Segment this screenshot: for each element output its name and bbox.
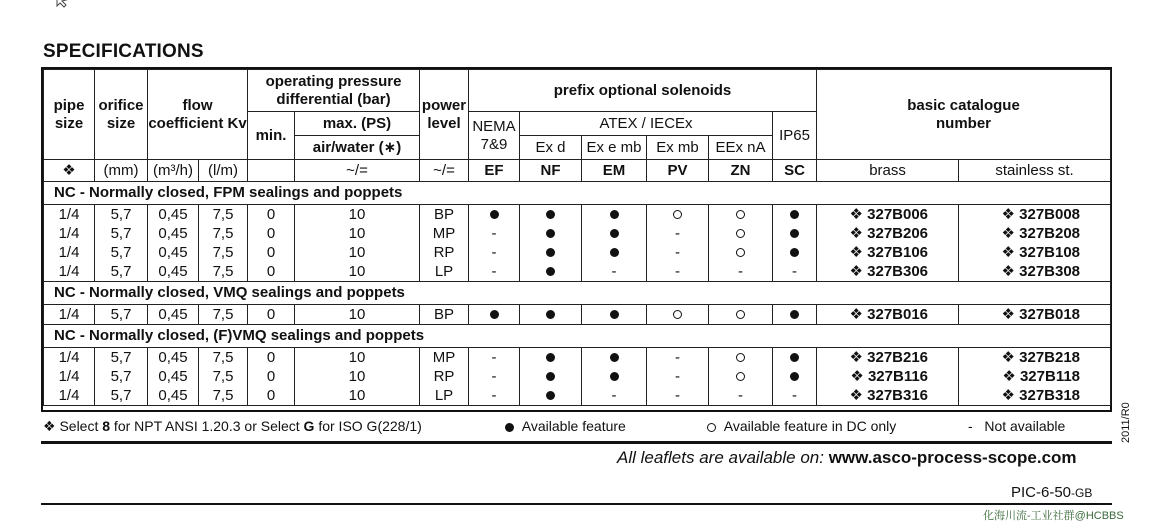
cell-power: LP (420, 262, 469, 282)
cell-min: 0 (248, 367, 295, 386)
section-title: NC - Normally closed, FPM sealings and poppets (44, 182, 1111, 205)
section-title: NC - Normally closed, (F)VMQ sealings and poppets (44, 325, 1111, 348)
watermark: 化海川流-工业社群@HCBBS (983, 510, 1124, 522)
section-header (44, 182, 1111, 205)
open-circle-icon (673, 210, 682, 219)
cell-kv_lmin: 7,5 (199, 367, 248, 386)
table-row (44, 348, 1111, 368)
filled-dot-icon (490, 310, 499, 319)
cell-zn (709, 243, 773, 262)
table-row (44, 305, 1111, 325)
header-atex-iecex: ATEX / IECEx (520, 112, 773, 136)
header-orifice-size: orifice size (95, 70, 148, 160)
cell-orifice: 5,7 (95, 386, 148, 406)
cell-pv: - (647, 243, 709, 262)
cell-max: 10 (295, 305, 420, 325)
cell-pipe: 1/4 (44, 305, 95, 325)
filled-dot-icon (790, 353, 799, 362)
cell-em: - (582, 262, 647, 282)
filled-dot-icon (610, 229, 619, 238)
open-circle-icon (707, 423, 716, 432)
cell-nf (520, 386, 582, 406)
cell-kv_m3h: 0,45 (148, 348, 199, 368)
cell-max: 10 (295, 262, 420, 282)
divider (41, 503, 1112, 505)
divider (41, 441, 1112, 444)
filled-dot-icon (546, 353, 555, 362)
cell-max: 10 (295, 224, 420, 243)
legend-available-dc: Available feature in DC only (707, 418, 896, 434)
legend-select-note: ❖ Select 8 for NPT ANSI 1.20.3 or Select G for ISO G(228/1) (43, 418, 422, 434)
cell-stainless: ❖ 327B208 (959, 224, 1111, 243)
cell-nf (520, 243, 582, 262)
cell-orifice: 5,7 (95, 205, 148, 225)
cell-em (582, 205, 647, 225)
cell-sc (773, 348, 817, 368)
unit-pipe: ❖ (44, 160, 95, 182)
header-prefix-optional-solenoids: prefix optional solenoids (469, 70, 817, 112)
cell-pv: - (647, 262, 709, 282)
cell-pv: - (647, 367, 709, 386)
cell-pv (647, 305, 709, 325)
header-min: min. (248, 112, 295, 160)
filled-dot-icon (790, 248, 799, 257)
cell-min: 0 (248, 224, 295, 243)
cell-sc: - (773, 262, 817, 282)
cell-orifice: 5,7 (95, 305, 148, 325)
prefix-nf: NF (520, 160, 582, 182)
cell-ef: - (469, 367, 520, 386)
cell-zn (709, 367, 773, 386)
revision-label: 2011/R0 (1120, 402, 1132, 443)
cell-max: 10 (295, 348, 420, 368)
cell-zn: - (709, 262, 773, 282)
open-circle-icon (736, 229, 745, 238)
header-max-ps: max. (PS) (295, 112, 420, 136)
open-circle-icon (736, 372, 745, 381)
table-row (44, 386, 1111, 406)
cell-em (582, 243, 647, 262)
cell-orifice: 5,7 (95, 367, 148, 386)
table-row (44, 262, 1111, 282)
unit-stainless: stainless st. (959, 160, 1111, 182)
cell-kv_lmin: 7,5 (199, 305, 248, 325)
cell-pv: - (647, 386, 709, 406)
cell-power: RP (420, 243, 469, 262)
filled-dot-icon (610, 210, 619, 219)
mouse-cursor-icon (56, 0, 68, 8)
cell-max: 10 (295, 243, 420, 262)
cell-ef: - (469, 262, 520, 282)
cell-stainless: ❖ 327B318 (959, 386, 1111, 406)
cell-brass: ❖ 327B106 (817, 243, 959, 262)
header-operating-pressure: operating pressure differential (bar) (248, 70, 420, 112)
unit-ac-dc: ~/= (295, 160, 420, 182)
legend-available: Available feature (505, 418, 626, 434)
legend-not-available: - Not available (968, 418, 1066, 434)
cell-zn (709, 305, 773, 325)
header-ex-e-mb: Ex e mb (582, 136, 647, 160)
cell-zn (709, 205, 773, 225)
cell-brass: ❖ 327B216 (817, 348, 959, 368)
cell-stainless: ❖ 327B008 (959, 205, 1111, 225)
cell-pv: - (647, 224, 709, 243)
prefix-em: EM (582, 160, 647, 182)
open-circle-icon (736, 248, 745, 257)
open-circle-icon (736, 353, 745, 362)
cell-sc (773, 205, 817, 225)
cell-pv (647, 205, 709, 225)
header-ex-d: Ex d (520, 136, 582, 160)
cell-min: 0 (248, 348, 295, 368)
filled-dot-icon (546, 391, 555, 400)
cell-max: 10 (295, 367, 420, 386)
cell-orifice: 5,7 (95, 243, 148, 262)
cell-stainless: ❖ 327B108 (959, 243, 1111, 262)
document-code: PIC-6-50-GB (1011, 484, 1093, 501)
filled-dot-icon (790, 210, 799, 219)
filled-dot-icon (610, 310, 619, 319)
filled-dot-icon (546, 372, 555, 381)
table-row (44, 367, 1111, 386)
cell-pipe: 1/4 (44, 367, 95, 386)
cell-em (582, 348, 647, 368)
cell-ef: - (469, 243, 520, 262)
cell-nf (520, 262, 582, 282)
cell-brass: ❖ 327B016 (817, 305, 959, 325)
cell-brass: ❖ 327B206 (817, 224, 959, 243)
cell-ef (469, 305, 520, 325)
cell-kv_lmin: 7,5 (199, 243, 248, 262)
table-row (44, 205, 1111, 225)
cell-orifice: 5,7 (95, 348, 148, 368)
cell-sc (773, 305, 817, 325)
unit-lmin: (l/m) (199, 160, 248, 182)
cell-power: MP (420, 224, 469, 243)
page-title: SPECIFICATIONS (43, 41, 204, 62)
cell-zn (709, 224, 773, 243)
open-circle-icon (736, 210, 745, 219)
header-pipe-size: pipe size (44, 70, 95, 160)
filled-dot-icon (546, 210, 555, 219)
cell-stainless: ❖ 327B308 (959, 262, 1111, 282)
cell-ef: - (469, 348, 520, 368)
cell-brass: ❖ 327B116 (817, 367, 959, 386)
cell-ef: - (469, 224, 520, 243)
filled-dot-icon (610, 248, 619, 257)
cell-nf (520, 305, 582, 325)
leaflets-note: All leaflets are available on: www.asco-process-scope.com (617, 448, 1077, 467)
cell-kv_m3h: 0,45 (148, 224, 199, 243)
filled-dot-icon (546, 248, 555, 257)
table-row (44, 243, 1111, 262)
filled-dot-icon (505, 423, 514, 432)
cell-brass: ❖ 327B006 (817, 205, 959, 225)
unit-power-ac-dc: ~/= (420, 160, 469, 182)
cell-zn: - (709, 386, 773, 406)
cell-power: BP (420, 305, 469, 325)
cell-pipe: 1/4 (44, 262, 95, 282)
prefix-zn: ZN (709, 160, 773, 182)
filled-dot-icon (790, 310, 799, 319)
cell-nf (520, 205, 582, 225)
cell-power: BP (420, 205, 469, 225)
prefix-sc: SC (773, 160, 817, 182)
cell-max: 10 (295, 386, 420, 406)
cell-kv_m3h: 0,45 (148, 386, 199, 406)
cell-power: LP (420, 386, 469, 406)
filled-dot-icon (546, 229, 555, 238)
cell-em (582, 305, 647, 325)
filled-dot-icon (610, 372, 619, 381)
cell-stainless: ❖ 327B218 (959, 348, 1111, 368)
cell-min: 0 (248, 243, 295, 262)
cell-power: RP (420, 367, 469, 386)
cell-min: 0 (248, 262, 295, 282)
cell-pipe: 1/4 (44, 348, 95, 368)
cell-pipe: 1/4 (44, 386, 95, 406)
cell-kv_lmin: 7,5 (199, 205, 248, 225)
cell-kv_m3h: 0,45 (148, 205, 199, 225)
cell-stainless: ❖ 327B118 (959, 367, 1111, 386)
cell-nf (520, 224, 582, 243)
filled-dot-icon (610, 353, 619, 362)
section-title: NC - Normally closed, VMQ sealings and poppets (44, 282, 1111, 305)
filled-dot-icon (546, 310, 555, 319)
header-flow-coefficient: flow coefficient Kv (148, 70, 248, 160)
header-power-level: power level (420, 70, 469, 160)
cell-pipe: 1/4 (44, 224, 95, 243)
header-eex-na: EEx nA (709, 136, 773, 160)
filled-dot-icon (790, 229, 799, 238)
prefix-pv: PV (647, 160, 709, 182)
cell-sc (773, 243, 817, 262)
cell-sc (773, 367, 817, 386)
cell-kv_lmin: 7,5 (199, 224, 248, 243)
cell-nf (520, 348, 582, 368)
header-ex-mb: Ex mb (647, 136, 709, 160)
cell-em (582, 367, 647, 386)
unit-brass: brass (817, 160, 959, 182)
cell-kv_lmin: 7,5 (199, 386, 248, 406)
units-row (44, 160, 1111, 182)
header-basic-catalogue-number: basic catalogue number (817, 70, 1111, 160)
cell-em: - (582, 386, 647, 406)
cell-kv_m3h: 0,45 (148, 262, 199, 282)
cell-sc (773, 224, 817, 243)
header-ip65: IP65 (773, 112, 817, 160)
cell-ef (469, 205, 520, 225)
cell-kv_m3h: 0,45 (148, 305, 199, 325)
cell-em (582, 224, 647, 243)
cell-min: 0 (248, 205, 295, 225)
section-header (44, 325, 1111, 348)
prefix-ef: EF (469, 160, 520, 182)
cell-pipe: 1/4 (44, 205, 95, 225)
filled-dot-icon (790, 372, 799, 381)
section-header (44, 282, 1111, 305)
cell-power: MP (420, 348, 469, 368)
cell-min: 0 (248, 386, 295, 406)
filled-dot-icon (490, 210, 499, 219)
cell-stainless: ❖ 327B018 (959, 305, 1111, 325)
cell-pipe: 1/4 (44, 243, 95, 262)
cell-ef: - (469, 386, 520, 406)
cell-kv_lmin: 7,5 (199, 348, 248, 368)
header-nema: NEMA 7&9 (469, 112, 520, 160)
unit-mm: (mm) (95, 160, 148, 182)
header-air-water: air/water (∗) (295, 136, 420, 160)
cell-pv: - (647, 348, 709, 368)
cell-brass: ❖ 327B316 (817, 386, 959, 406)
open-circle-icon (736, 310, 745, 319)
cell-sc: - (773, 386, 817, 406)
cell-orifice: 5,7 (95, 224, 148, 243)
unit-m3h: (m³/h) (148, 160, 199, 182)
specifications-table (41, 67, 1112, 412)
open-circle-icon (673, 310, 682, 319)
cell-kv_lmin: 7,5 (199, 262, 248, 282)
cell-kv_m3h: 0,45 (148, 243, 199, 262)
table-row (44, 224, 1111, 243)
cell-zn (709, 348, 773, 368)
leaflets-url-link[interactable]: www.asco-process-scope.com (828, 448, 1077, 467)
cell-min: 0 (248, 305, 295, 325)
cell-kv_m3h: 0,45 (148, 367, 199, 386)
cell-max: 10 (295, 205, 420, 225)
cell-nf (520, 367, 582, 386)
cell-brass: ❖ 327B306 (817, 262, 959, 282)
filled-dot-icon (546, 267, 555, 276)
cell-orifice: 5,7 (95, 262, 148, 282)
